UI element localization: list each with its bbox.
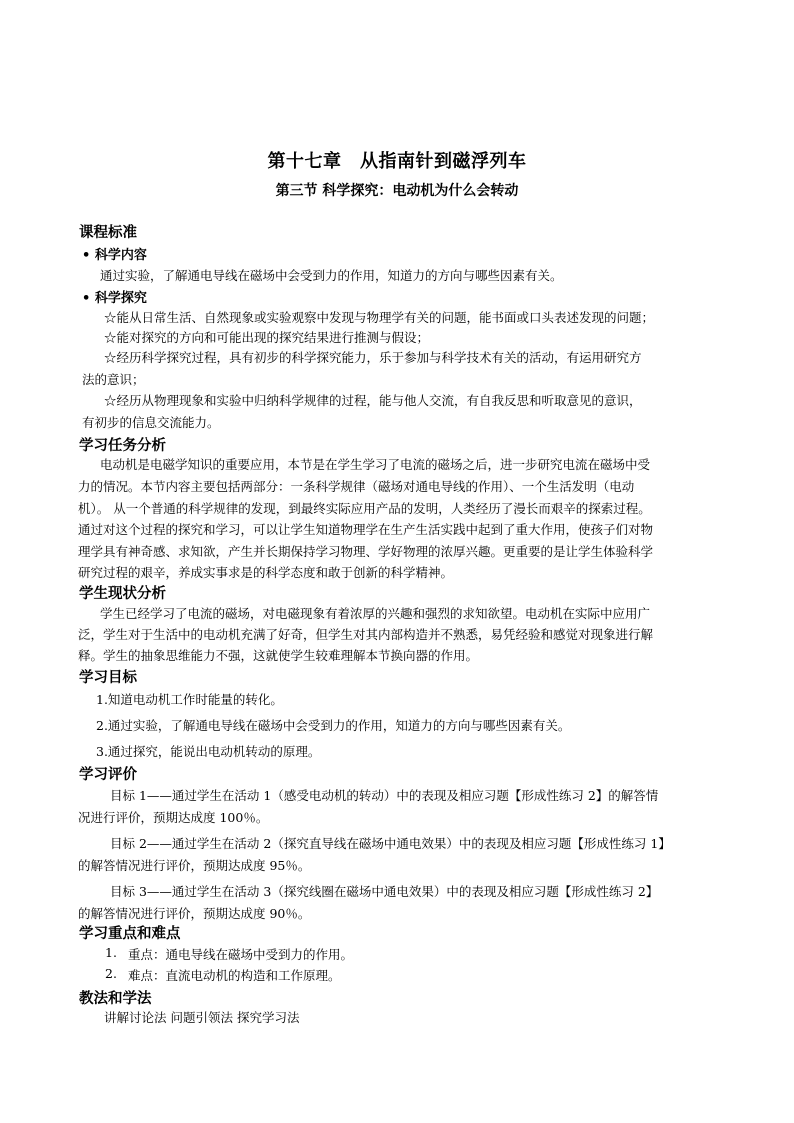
content-heading: • 科学内容: [82, 248, 147, 263]
key-point-num-2: 2.: [105, 966, 117, 981]
task-line-1: 电动机是电磁学知识的重要应用，本节是在学生学习了电流的磁场之后，进一步研究电流在磁场中受: [100, 457, 651, 472]
evaluation-line-4: 的解答情况进行评价，预期达成度 95％。: [78, 858, 311, 873]
standards-heading: 课程标准: [79, 224, 137, 241]
inquiry-line-5: ☆经历从物理现象和实验中归纳科学规律的过程，能与他人交流，有自我反思和听取意见的意识，: [104, 393, 642, 408]
key-point-text-1: 重点：通电导线在磁场中受到力的作用。: [128, 947, 354, 962]
content-line: 通过实验，了解通电导线在磁场中会受到力的作用，知道力的方向与哪些因素有关。: [100, 268, 563, 283]
inquiry-heading: • 科学探究: [82, 291, 147, 306]
inquiry-line-4: 法的意识；: [82, 372, 145, 387]
task-analysis-heading: 学习任务分析: [79, 437, 166, 454]
student-line-3: 释。学生的抽象思维能力不强，这就使学生较难理解本节换向器的作用。: [78, 648, 479, 663]
inquiry-line-6: 有初步的信息交流能力。: [82, 415, 220, 430]
goal-item-1: 1.知道电动机工作时能量的转化。: [96, 692, 283, 707]
inquiry-line-2: ☆能对探究的方向和可能出现的探究结果进行推测与假设；: [104, 330, 430, 345]
goals-heading: 学习目标: [79, 669, 137, 686]
goal-item-3: 3.通过探究，能说出电动机转动的原理。: [96, 744, 321, 759]
methods-heading: 教法和学法: [79, 990, 152, 1007]
task-line-6: 研究过程的艰辛，养成实事求是的科学态度和敢于创新的科学精神。: [78, 565, 454, 580]
evaluation-line-5: 目标 3——通过学生在活动 3（探究线圈在磁场中通电效果）中的表现及相应习题【形成性练习 2】: [110, 884, 659, 899]
task-line-3: 机）。 从一个普通的科学规律的发现，到最终实际应用产品的发明，人类经历了漫长而艰辛的探索过程。: [78, 501, 651, 516]
chapter-title: 第十七章 从指南针到磁浮列车: [267, 151, 527, 172]
student-line-1: 学生已经学习了电流的磁场，对电磁现象有着浓厚的兴趣和强烈的求知欲望。电动机在实际中应用广: [100, 606, 651, 621]
section-subtitle: 第三节 科学探究：电动机为什么会转动: [275, 183, 519, 199]
methods-line: 讲解讨论法 问题引领法 探究学习法: [104, 1010, 300, 1025]
task-line-5: 理学具有神奇感、求知欲，产生并长期保持学习物理、学好物理的浓厚兴趣。更重要的是让学生体验科学: [78, 544, 654, 559]
task-line-4: 通过对这个过程的探究和学习，可以让学生知道物理学在生产生活实践中起到了重大作用，使孩子们对物: [78, 522, 654, 537]
key-points-heading: 学习重点和难点: [79, 925, 181, 942]
inquiry-line-1: ☆能从日常生活、自然现象或实验观察中发现与物理学有关的问题，能书面或口头表述发现的问题；: [104, 310, 655, 325]
student-line-2: 泛，学生对于生活中的电动机充满了好奇，但学生对其内部构造并不熟悉，易凭经验和感觉对现象进行解: [78, 627, 654, 642]
evaluation-line-2: 况进行评价，预期达成度 100％。: [78, 810, 269, 825]
evaluation-line-1: 目标 1——通过学生在活动 1（感受电动机的转动）中的表现及相应习题【形成性练习 2】的解答情: [110, 788, 659, 803]
inquiry-line-3: ☆经历科学探究过程，具有初步的科学探究能力，乐于参加与科学技术有关的活动，有运用研究方: [104, 350, 642, 365]
goal-item-2: 2.通过实验，了解通电导线在磁场中会受到力的作用，知道力的方向与哪些因素有关。: [96, 718, 571, 733]
task-line-2: 力的情况。本节内容主要包括两部分：一条科学规律（磁场对通电导线的作用）、一个生活发明（电动: [78, 479, 635, 494]
evaluation-heading: 学习评价: [79, 766, 137, 783]
evaluation-line-6: 的解答情况进行评价，预期达成度 90％。: [78, 906, 311, 921]
evaluation-line-3: 目标 2——通过学生在活动 2（探究直导线在磁场中通电效果）中的表现及相应习题【形成性练习 1】: [110, 836, 671, 851]
key-point-num-1: 1.: [105, 945, 117, 960]
key-point-text-2: 难点：直流电动机的构造和工作原理。: [128, 968, 341, 983]
student-analysis-heading: 学生现状分析: [79, 585, 166, 602]
